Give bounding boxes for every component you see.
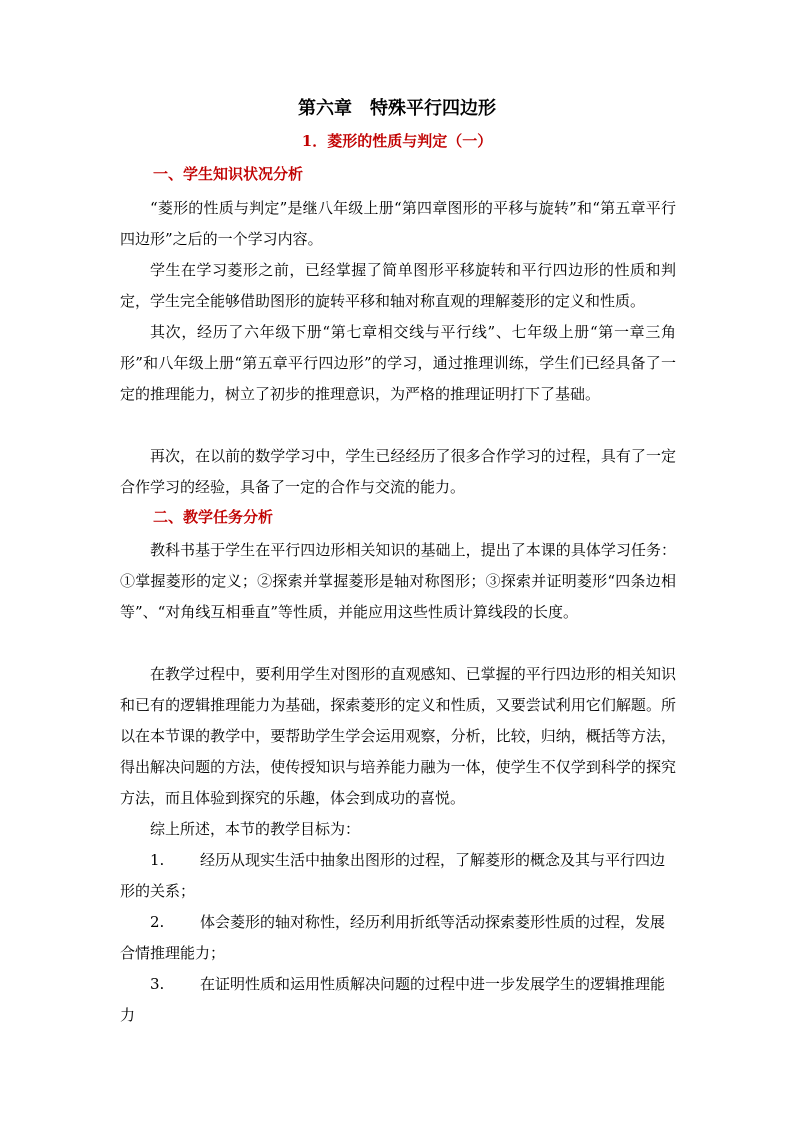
- list-item-number: 2.: [150, 913, 165, 931]
- list-item: [120, 845, 676, 907]
- paragraph: 在教学过程中，要利用学生对图形的直观感知、已掌握的平行四边形的相关知识和已有的逻辑推理能力为基础，探索菱形的定义和性质，又要尝试利用它们解题。所以在本节课的教学中，要帮助学生学会运用观察，分析，比较，归纳，概括等方法，得出解决问题的方法，使传授知识与培养能力融为一体，使学生不仅学到科学的探究方法，而且体验到探究的乐趣，体会到成功的喜悦。: [120, 665, 676, 807]
- paragraph: “菱形的性质与判定”是继八年级上册“第四章图形的平移与旋转”和“第五章平行四边形”之后的一个学习内容。: [120, 199, 676, 248]
- paragraph: 再次，在以前的数学学习中，学生已经经历了很多合作学习的过程，具有了一定合作学习的经验，具备了一定的合作与交流的能力。: [120, 447, 676, 496]
- list-item-text: 体会菱形的轴对称性，经历利用折纸等活动探索菱形性质的过程，发展合情推理能力；: [120, 913, 666, 962]
- paragraph: 综上所述，本节的教学目标为：: [150, 820, 361, 838]
- list-item: [120, 969, 676, 1031]
- list-item-number: 1.: [150, 851, 165, 869]
- paragraph: 其次，经历了六年级下册“第七章相交线与平行线”、七年级上册“第一章三角形”和八年级上册“第五章平行四边形”的学习，通过推理训练，学生们已经具备了一定的推理能力，树立了初步的推理意识，为严格的推理证明打下了基础。: [120, 323, 676, 403]
- lesson-subtitle: 1．菱形的性质与判定（一）: [301, 132, 493, 150]
- list-item-number: 3.: [150, 975, 165, 993]
- list-item-text: 经历从现实生活中抽象出图形的过程，了解菱形的概念及其与平行四边形的关系；: [120, 851, 666, 900]
- list-item: [120, 907, 676, 969]
- section-heading-task-analysis: 二、教学任务分析: [153, 508, 274, 526]
- section-heading-student-analysis: 一、学生知识状况分析: [153, 165, 304, 183]
- paragraph: 学生在学习菱形之前，已经掌握了简单图形平移旋转和平行四边形的性质和判定，学生完全能够借助图形的旋转平移和轴对称直观的理解菱形的定义和性质。: [120, 261, 676, 310]
- list-item-text: 在证明性质和运用性质解决问题的过程中进一步发展学生的逻辑推理能力: [120, 975, 666, 1024]
- page-title: 第六章 特殊平行四边形: [298, 98, 496, 119]
- paragraph: 教科书基于学生在平行四边形相关知识的基础上，提出了本课的具体学习任务：①掌握菱形的定义；②探索并掌握菱形是轴对称图形；③探索并证明菱形“四条边相等”、“对角线互相垂直”等性质，并能应用这些性质计算线段的长度。: [120, 541, 676, 621]
